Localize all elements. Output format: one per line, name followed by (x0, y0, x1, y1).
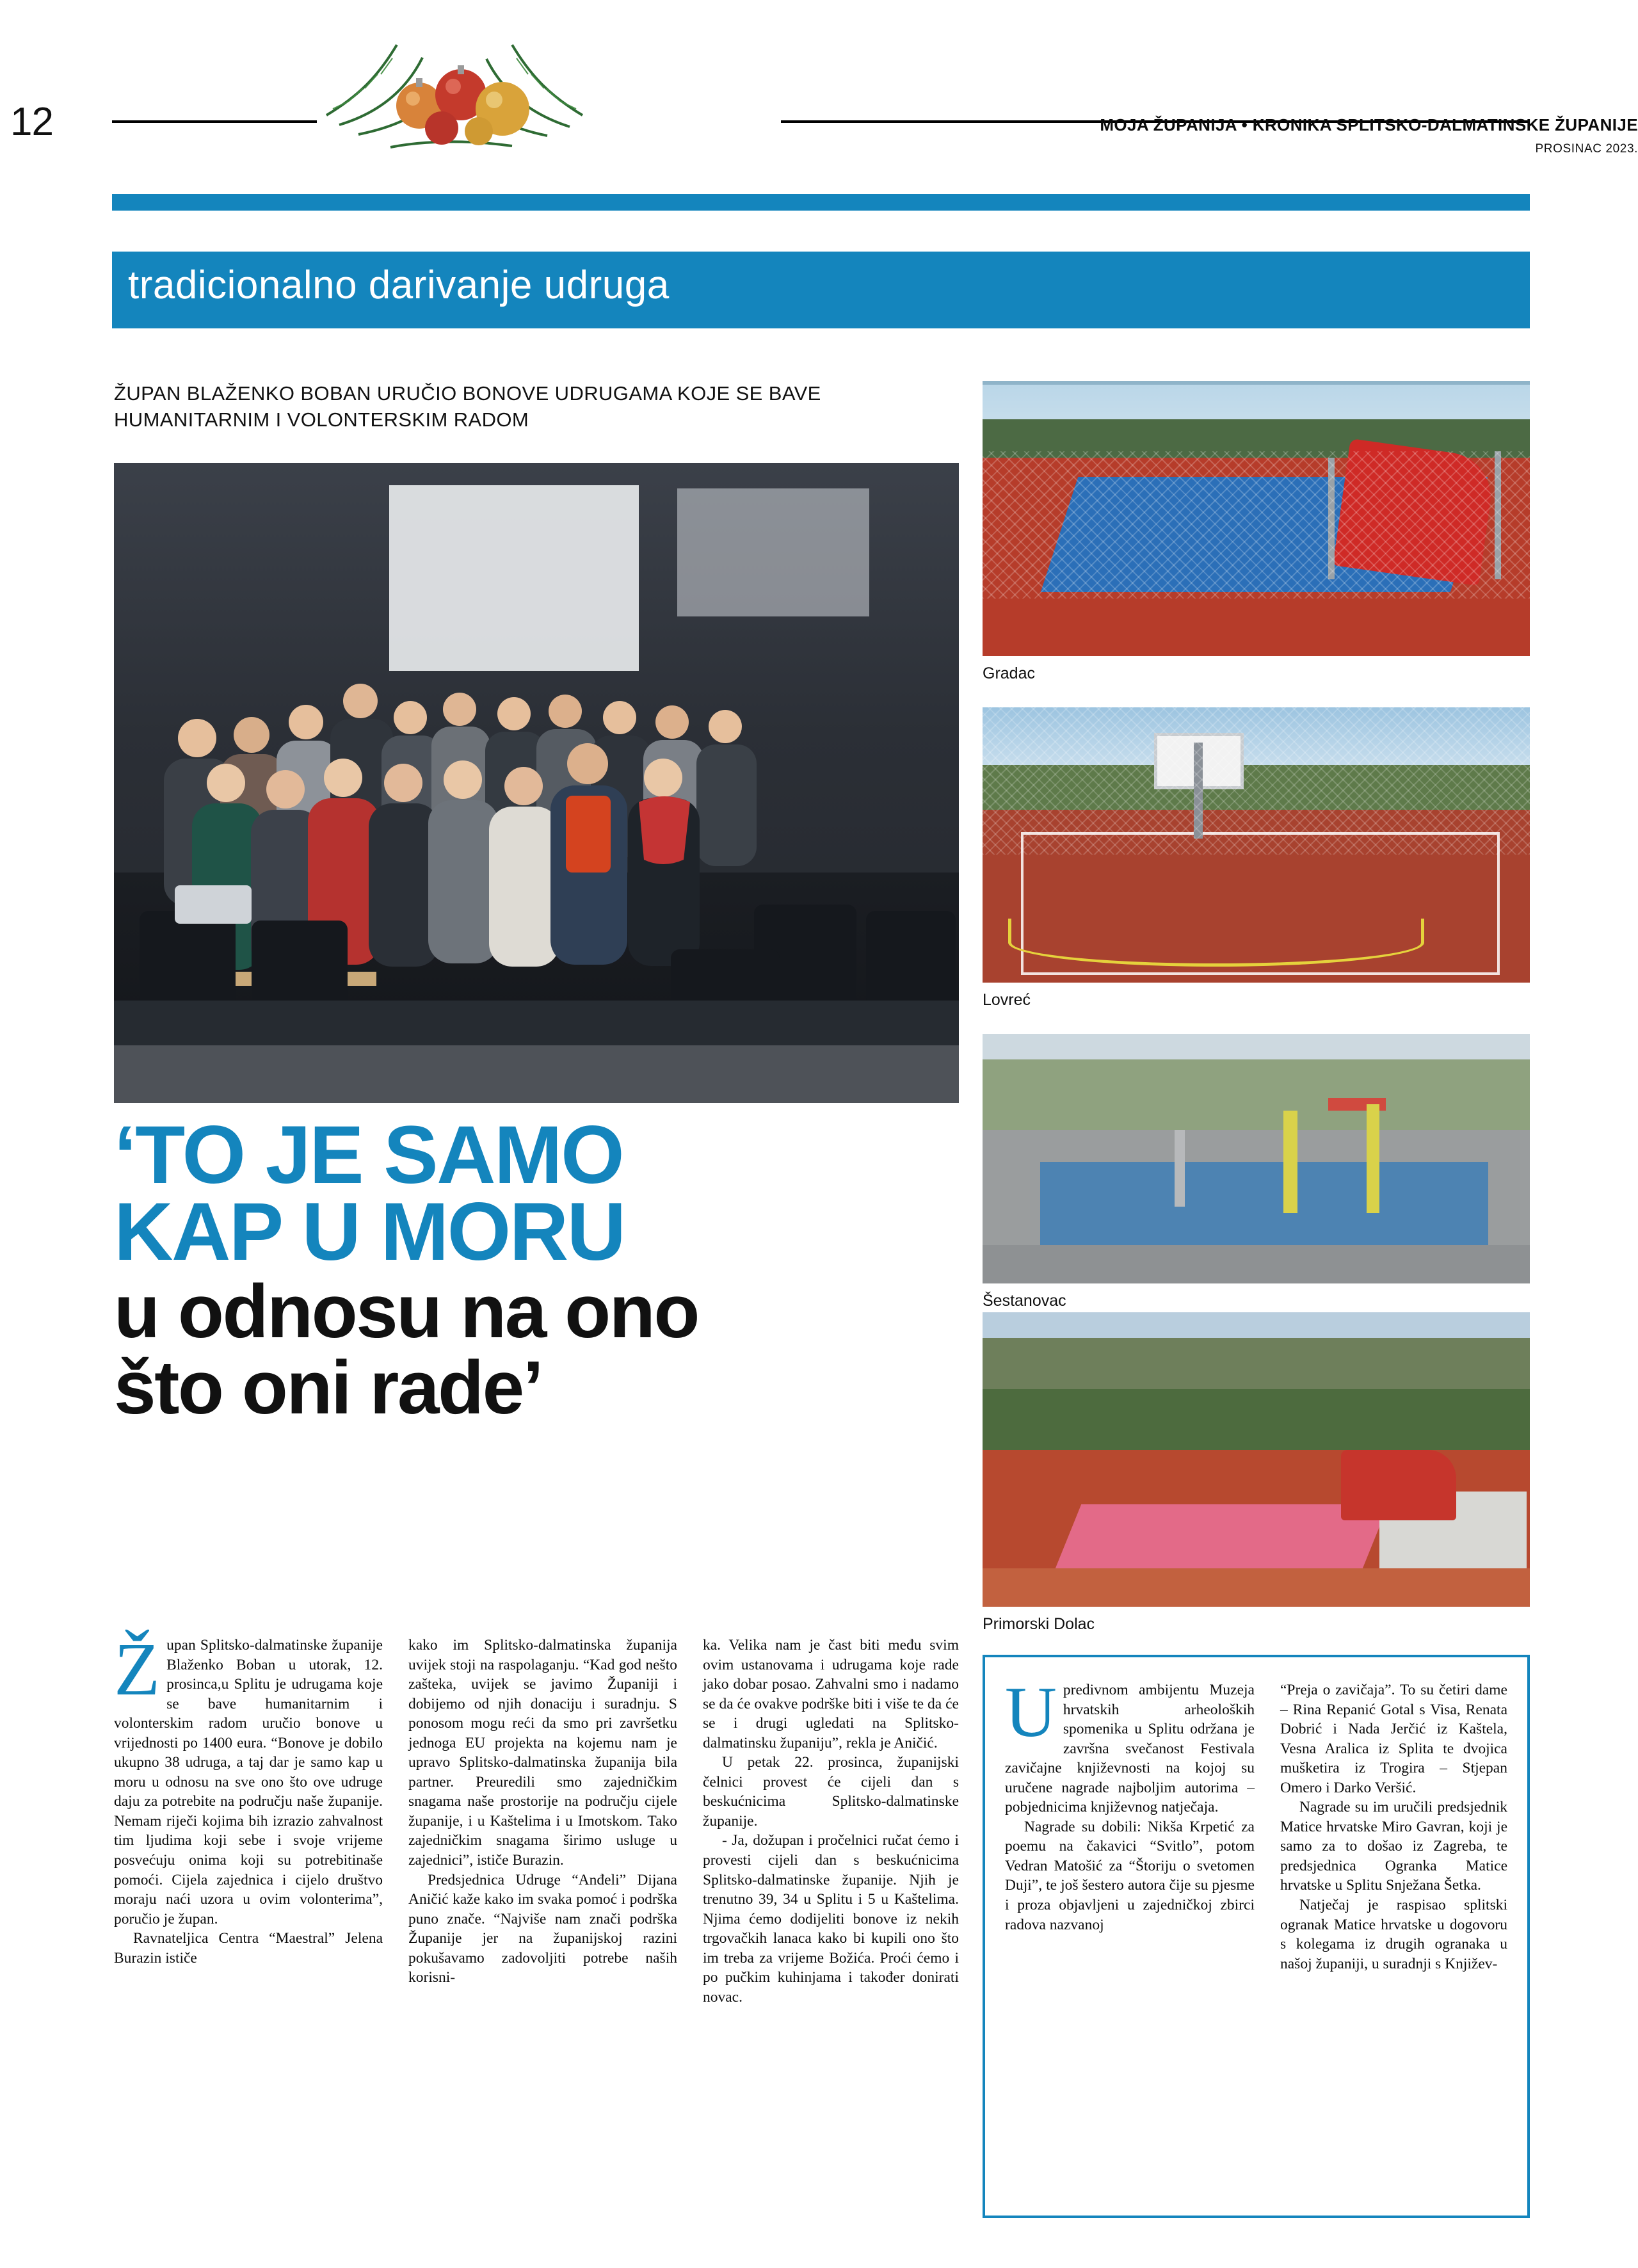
photo-sestanovac (983, 1034, 1530, 1283)
sidebar-paragraph: “Preja o zavičaja”. To su četiri dame – Rina Repanić Gotal s Visa, Renata Dobrić i Nada Jerčić iz Kaštela, Vesna Aralica iz Splita te dvojica mušketira iz Trogira – Stjepan Omero i Darko Veršić. (1280, 1682, 1507, 1796)
body-paragraph: - Ja, dožupan i pročelnici ručat ćemo i provesti cijeli dan s beskućnicima Splitsko-dalmatinske županije. Njih je trenutno 39, 34 u Splitu i 5 u Kaštelima. Njima ćemo dodijeliti bonove iz nekih trgovačkih lanaca kako bi kupili ono što im treba za vrijeme Božića. Proći ćemo i po pučkim kuhinjama i također donirati novac. (703, 1832, 959, 2006)
body-paragraph: ka. Velika nam je čast biti među svim ovim ustanovama i udrugama koje rade jako dobar posao. Zahvalni smo i nadamo se da će ovakve podrške biti i više te da će se i drugi ugledati na Splitsko-dalmatinsku županiju”, rekla je Aničić. (703, 1637, 959, 1751)
sidebar-paragraph: predivnom ambijentu Muzeja hrvatskih arheoloških spomenika u Splitu održana je završna svečanost Festivala zavičajne književnosti na kojoj su uručene nagrade najboljim autorima – pobjednicima književnog natječaja. (1005, 1682, 1255, 1816)
article-headline (114, 1109, 965, 1430)
caption-primorski-dolac: Primorski Dolac (983, 1615, 1095, 1633)
header-rule-left (112, 120, 317, 123)
caption-lovrec: Lovreć (983, 991, 1031, 1009)
main-photo-group (114, 463, 959, 1103)
photo-primorski-dolac (983, 1312, 1530, 1607)
body-paragraph: kako im Splitsko-dalmatinska županija uvijek stoji na raspolaganju. “Kad god nešto zašteka, uvijek se javimo Županiji i dobijemo od njih donaciju i suradnju. S ponosom mogu reći da smo pri završetku jednoga EU projekta na kojemu nam je upravo Splitsko-dalmatinska županija bila partner. Preuredili smo zajedničkim snagama naše prostorije na području cijele županije, i u Kaštelima i u Imotskom. Tako zajedničkim snagama širimo usluge u zajednici”, ističe Burazin. (408, 1637, 677, 1869)
page-number: 12 (10, 100, 53, 144)
body-column-1 (114, 1627, 383, 1968)
article-kicker: ŽUPAN BLAŽENKO BOBAN URUČIO BONOVE UDRUGAMA KOJE SE BAVE HUMANITARNIM I VOLONTERSKIM RADOM (114, 382, 821, 431)
body-paragraph: Predsjednica Udruge “Anđeli” Dijana Aničić kaže kako im svaka pomoć i podrška puno znače. “Najviše nam znači podrška Županije jer na županijskoj razini pokušavamo zadovoljiti potrebe naših korisni- (408, 1871, 677, 1986)
section-title: tradicionalno darivanje udruga (128, 263, 670, 307)
drop-cap: Ž (114, 1627, 161, 1711)
header-date: PROSINAC 2023. (1535, 142, 1638, 156)
sidebar-paragraph: Nagrade su dobili: Nikša Krpetić za poemu na čakavici “Svitlo”, potom Vedran Matošić za “Štoriju o svetomen Duji”, te još šestero autora čije su pjesme i proza objavljeni u zajedničkoj zbirci radova nazvanoj (1005, 1818, 1255, 1933)
body-paragraph: U petak 22. prosinca, županijski čelnici provest će cijeli dan s beskućnicima Splitsko-dalmatinske županije. (703, 1754, 959, 1830)
christmas-ornament-icon (320, 19, 589, 157)
body-paragraph: Ravnateljica Centra “Maestral” Jelena Burazin ističe (114, 1930, 383, 1966)
body-paragraph: upan Splitsko-dalmatinske županije Blaženko Boban u utorak, 12. prosinca,u Splitu je udrugama koje se bave humanitarnim i volonterskim radom uručio bonove u vrijednosti po 1400 eura. “Bonove je dobilo ukupno 38 udruga, a taj dar je samo kap u moru u odnosu na sve ono što ove udruge daju za potrebite na području naše županije. Nemam riječi kojima bih izrazio zahvalnost tim ljudima koji sebe i svoje vrijeme posvećuju onima koji su potrebitinaše pomoći. Cijela zajednica i cijelo društvo moraju naći uzora u ovim volonterima”, poručio je župan. (114, 1637, 383, 1927)
sidebar-story-column-1 (1005, 1673, 1255, 1934)
photo-lovrec (983, 707, 1530, 983)
body-column-2 (408, 1636, 677, 1988)
headline-line-4: što oni rade’ (114, 1345, 543, 1430)
sidebar-paragraph: Natječaj je raspisao splitski ogranak Matice hrvatske u dogovoru s kolegama iz drugih ogranaka u našoj županiji, u suradnji s Književ- (1280, 1897, 1507, 1972)
header-title: MOJA ŽUPANIJA • KRONIKA SPLITSKO-DALMATINSKE ŽUPANIJE (1100, 115, 1638, 134)
body-column-3 (703, 1636, 959, 2007)
sidebar-paragraph: Nagrade su im uručili predsjednik Matice hrvatske Miro Gavran, koji je samo za to došao iz Zagreba, te predsjednica Ogranka Matice hrvatske u Splitu Snježana Šetka. (1280, 1799, 1507, 1894)
caption-sestanovac: Šestanovac (983, 1292, 1066, 1310)
headline-line-1: ‘TO JE SAMO (114, 1109, 623, 1201)
crowd-illustration (114, 463, 959, 1103)
sidebar-drop-cap: U (1005, 1673, 1057, 1752)
header-accent-bar (112, 194, 1530, 211)
headline-line-3: u odnosu na ono (114, 1269, 698, 1354)
headline-line-2: KAP U MORU (114, 1186, 625, 1278)
sidebar-story-column-2 (1280, 1680, 1507, 1974)
photo-gradac (983, 381, 1530, 656)
caption-gradac: Gradac (983, 664, 1035, 682)
